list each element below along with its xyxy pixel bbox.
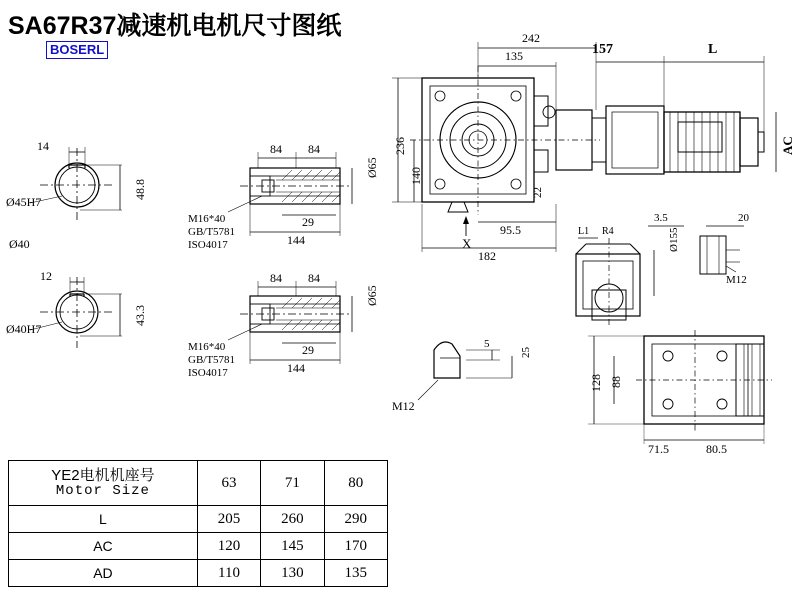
table-col-63: 63 — [197, 461, 260, 506]
note-iso-bottom: ISO4017 — [188, 367, 228, 379]
cell-L-80: 290 — [324, 506, 387, 533]
dim-height-43-3: 43.3 — [133, 305, 147, 326]
dim-5: 5 — [484, 338, 490, 350]
note-iso-top: ISO4017 — [188, 239, 228, 251]
note-thread-m16-bottom: M16*40 — [188, 341, 226, 353]
thread-m12-flange: M12 — [726, 274, 747, 286]
table-header-row — [9, 461, 388, 506]
dim-22: 22 — [532, 187, 544, 198]
dim-bore-40-plain: Ø40 — [9, 237, 30, 251]
dim-hub-84b-top: 84 — [308, 142, 320, 156]
note-gb-bottom: GB/T5781 — [188, 354, 236, 366]
dim-dia65-bottom: Ø65 — [365, 285, 379, 306]
dim-71-5: 71.5 — [648, 442, 669, 456]
dim-25: 25 — [520, 347, 532, 358]
dim-95-5: 95.5 — [500, 223, 521, 237]
thread-m12-detail: M12 — [392, 399, 415, 413]
note-thread-m16-top: M16*40 — [188, 213, 226, 225]
dim-128: 128 — [589, 374, 603, 392]
detail-marker-x: X — [462, 236, 472, 251]
dim-88: 88 — [609, 376, 623, 388]
table-row — [9, 506, 388, 533]
dim-dia155: Ø155 — [668, 227, 680, 252]
dim-135: 135 — [505, 49, 523, 63]
table-col-71: 71 — [261, 461, 324, 506]
cell-L-63: 205 — [197, 506, 260, 533]
dim-20: 20 — [738, 212, 749, 224]
cell-L-71: 260 — [261, 506, 324, 533]
table-row — [9, 560, 388, 587]
dim-140: 140 — [409, 167, 423, 185]
dim-AC: AC — [780, 136, 795, 155]
dim-182: 182 — [478, 249, 496, 263]
dim-bore-45: Ø45H7 — [6, 195, 42, 209]
dim-144-top: 144 — [287, 233, 305, 247]
cell-AC-71: 145 — [261, 533, 324, 560]
dim-242: 242 — [522, 31, 540, 45]
table-col-80: 80 — [324, 461, 387, 506]
row-label-AC: AC — [9, 533, 198, 560]
dim-L: L — [708, 42, 718, 57]
table-header-en: Motor Size — [55, 482, 150, 499]
page-title: SA67R37减速机电机尺寸图纸 — [8, 12, 342, 40]
motor-size-table — [8, 460, 388, 587]
row-label-L: L — [9, 506, 198, 533]
dim-height-48-8: 48.8 — [133, 179, 147, 200]
dim-236: 236 — [393, 137, 407, 155]
table-header-label — [9, 461, 198, 506]
note-gb-top: GB/T5781 — [188, 226, 236, 238]
dim-3-5: 3.5 — [654, 212, 668, 224]
cell-AD-63: 110 — [197, 560, 260, 587]
dim-key-width-top: 14 — [37, 139, 49, 153]
cell-AD-71: 130 — [261, 560, 324, 587]
dim-dia65-top: Ø65 — [365, 157, 379, 178]
brand-logo: BOSERL — [46, 41, 108, 59]
row-label-AD: AD — [9, 560, 198, 587]
dim-hub-84a-bottom: 84 — [270, 271, 282, 285]
dim-L1: L1 — [578, 226, 590, 237]
table-row — [9, 533, 388, 560]
dim-157: 157 — [592, 42, 613, 57]
dim-bore-40: Ø40H7 — [6, 322, 42, 336]
dim-80-5: 80.5 — [706, 442, 727, 456]
dim-hub-84a-top: 84 — [270, 142, 282, 156]
dim-R4: R4 — [602, 226, 614, 237]
cell-AC-80: 170 — [324, 533, 387, 560]
dim-29-top: 29 — [302, 215, 314, 229]
cell-AC-63: 120 — [197, 533, 260, 560]
dim-144-bottom: 144 — [287, 361, 305, 375]
dim-key-width-bottom: 12 — [40, 269, 52, 283]
dim-29-bottom: 29 — [302, 343, 314, 357]
dim-hub-84b-bottom: 84 — [308, 271, 320, 285]
cell-AD-80: 135 — [324, 560, 387, 587]
table-header-cn: YE2电机机座号 — [51, 466, 155, 484]
